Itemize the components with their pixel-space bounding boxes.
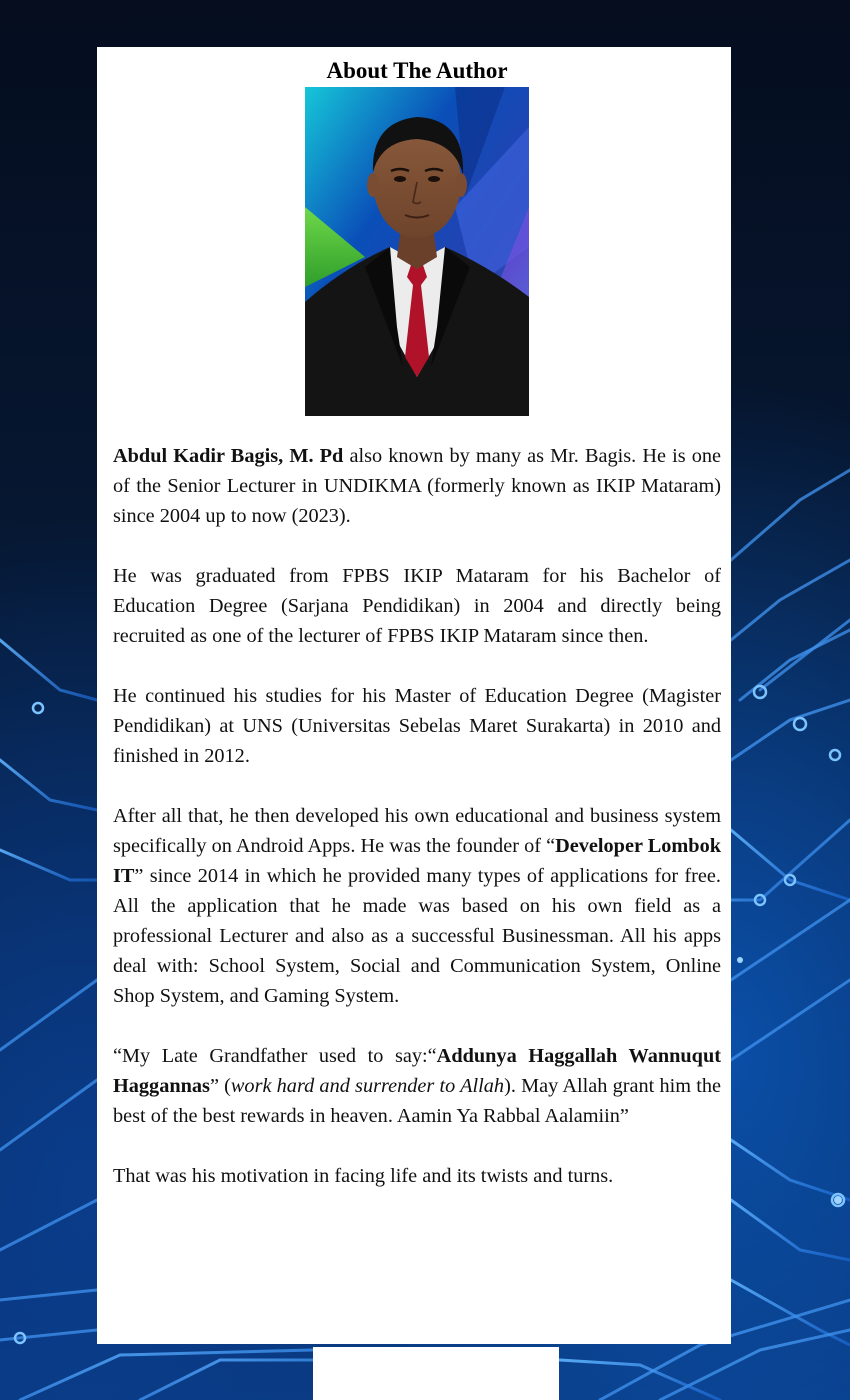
quote-translation: work hard and surrender to Allah [230, 1075, 505, 1097]
author-photo [305, 87, 529, 416]
quote-text: Addunya Haggallah Wannuqut Haggannas [113, 1045, 721, 1097]
bio-paragraph-motivation: That was his motivation in facing life and its twists and turns. [113, 1165, 614, 1187]
business-text-before: After all that, he then developed his own educational and business system specifically on Android Apps. He was the founder of “ [113, 805, 721, 857]
business-text-after: ” since 2014 in which he provided many types of applications for free. All the application that he made was based on his own field as a professional Lecturer and also as a successful Businessman. All his apps deal with: School System, Social and Communication System, Online Shop System, and Gaming System. [113, 865, 721, 1007]
bio-paragraph-intro [113, 441, 721, 531]
page-bottom-tab [313, 1347, 559, 1400]
quote-after: ). May Allah grant him the best of the best rewards in heaven. Aamin Ya Rabbal Aalamiin” [113, 1075, 722, 1127]
bio-paragraph-business [113, 801, 721, 1011]
quote-mid: ” ( [209, 1075, 231, 1097]
bio-paragraph-masters: He continued his studies for his Master of Education Degree (Magister Pendidikan) at UNS (Universitas Sebelas Maret Surakarta) in 2010 and finished in 2012. [113, 685, 721, 767]
bio-paragraph-education: He was graduated from FPBS IKIP Mataram for his Bachelor of Education Degree (Sarjana Pendidikan) in 2004 and directly being recruited as one of the lecturer of FPBS IKIP Mataram since then. [113, 565, 721, 647]
author-name: Abdul Kadir Bagis, M. Pd [113, 445, 344, 467]
author-bio [113, 441, 721, 1191]
intro-text: also known by many as Mr. Bagis. He is one of the Senior Lecturer in UNDIKMA (formerly known as IKIP Mataram) since 2004 up to now (2023). [113, 445, 722, 527]
page-title: About The Author [326, 58, 508, 83]
author-page [97, 47, 731, 1344]
company-name: Developer Lombok IT [113, 835, 721, 887]
bio-paragraph-quote [113, 1041, 721, 1131]
quote-intro: “My Late Grandfather used to say:“ [113, 1045, 437, 1067]
